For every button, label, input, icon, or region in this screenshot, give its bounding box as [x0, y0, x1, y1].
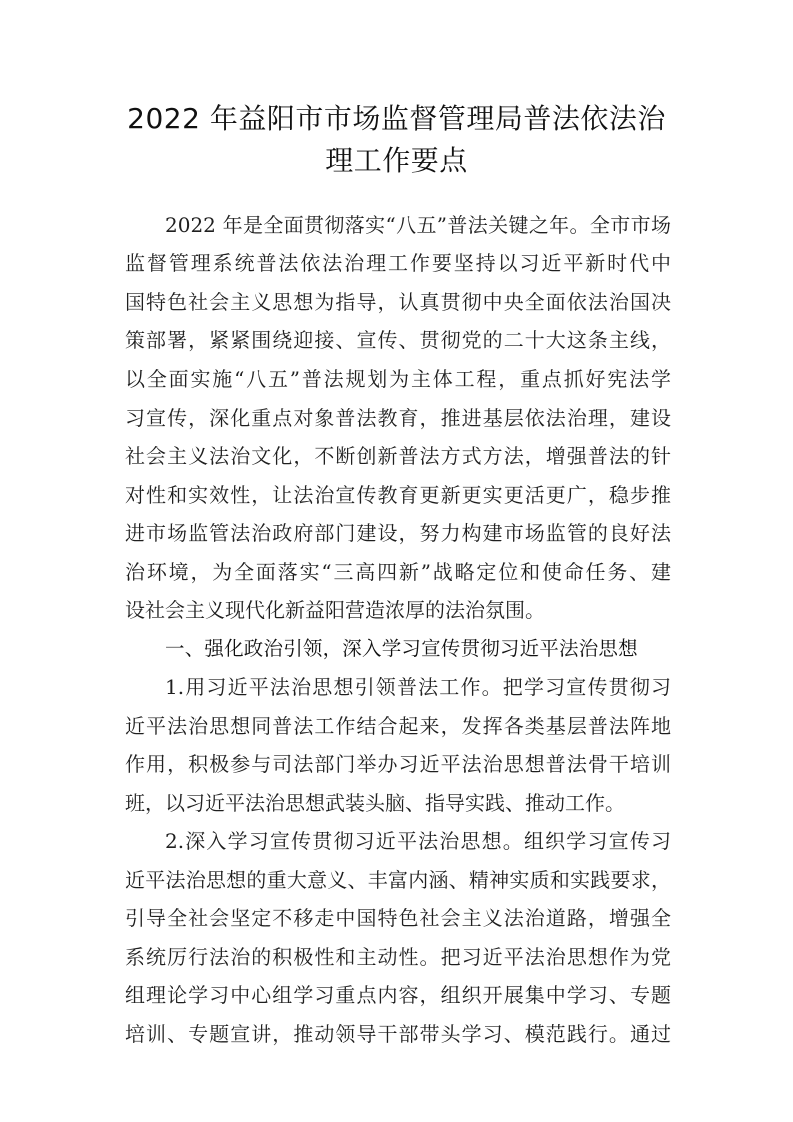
- item-2-line: 组理论学习中心组学习重点内容，组织开展集中学习、专题: [125, 983, 671, 1007]
- intro-paragraph-line: 监督管理系统普法依法治理工作要坚持以习近平新时代中: [125, 251, 671, 275]
- intro-paragraph-line: 策部署，紧紧围绕迎接、宣传、贯彻党的二十大这条主线，: [125, 328, 671, 352]
- item-1-line: 作用，积极参与司法部门举办习近平法治思想普法骨干培训: [125, 752, 671, 776]
- item-2-line: 2.深入学习宣传贯彻习近平法治思想。组织学习宣传习: [165, 829, 671, 853]
- intro-paragraph-line: 社会主义法治文化，不断创新普法方式方法，增强普法的针: [125, 444, 671, 468]
- item-2-line: 引导全社会坚定不移走中国特色社会主义法治道路，增强全: [125, 906, 671, 930]
- document-title-line-1: 2022 年益阳市市场监督管理局普法依法治: [127, 102, 666, 135]
- item-2-line: 系统厉行法治的积极性和主动性。把习近平法治思想作为党: [125, 945, 671, 969]
- intro-paragraph-line: 国特色社会主义思想为指导，认真贯彻中央全面依法治国决: [125, 290, 671, 314]
- intro-paragraph-line: 进市场监管法治政府部门建设，努力构建市场监管的良好法: [125, 521, 671, 545]
- item-2-line: 近平法治思想的重大意义、丰富内涵、精神实质和实践要求，: [125, 868, 671, 892]
- item-1-line: 1.用习近平法治思想引领普法工作。把学习宣传贯彻习: [165, 675, 671, 699]
- item-1-line: 班，以习近平法治思想武装头脑、指导实践、推动工作。: [125, 791, 625, 815]
- intro-paragraph-line: 设社会主义现代化新益阳营造浓厚的法治氛围。: [125, 598, 545, 622]
- intro-paragraph-line: 以全面实施“八五”普法规划为主体工程，重点抓好宪法学: [125, 367, 671, 391]
- intro-paragraph-line: 治环境，为全面落实“三高四新”战略定位和使命任务、建: [125, 560, 671, 584]
- intro-paragraph-line: 习宣传，深化重点对象普法教育，推进基层依法治理，建设: [125, 406, 671, 430]
- intro-paragraph-line: 对性和实效性，让法治宣传教育更新更实更活更广，稳步推: [125, 483, 671, 507]
- item-2-line: 培训、专题宣讲，推动领导干部带头学习、模范践行。通过: [125, 1022, 671, 1046]
- document-title-line-2: 理工作要点: [325, 144, 468, 177]
- intro-paragraph-line: 2022 年是全面贯彻落实“八五”普法关键之年。全市市场: [165, 213, 671, 237]
- item-1-line: 近平法治思想同普法工作结合起来，发挥各类基层普法阵地: [125, 714, 671, 738]
- section-heading-1: 一、强化政治引领，深入学习宣传贯彻习近平法治思想: [165, 637, 638, 660]
